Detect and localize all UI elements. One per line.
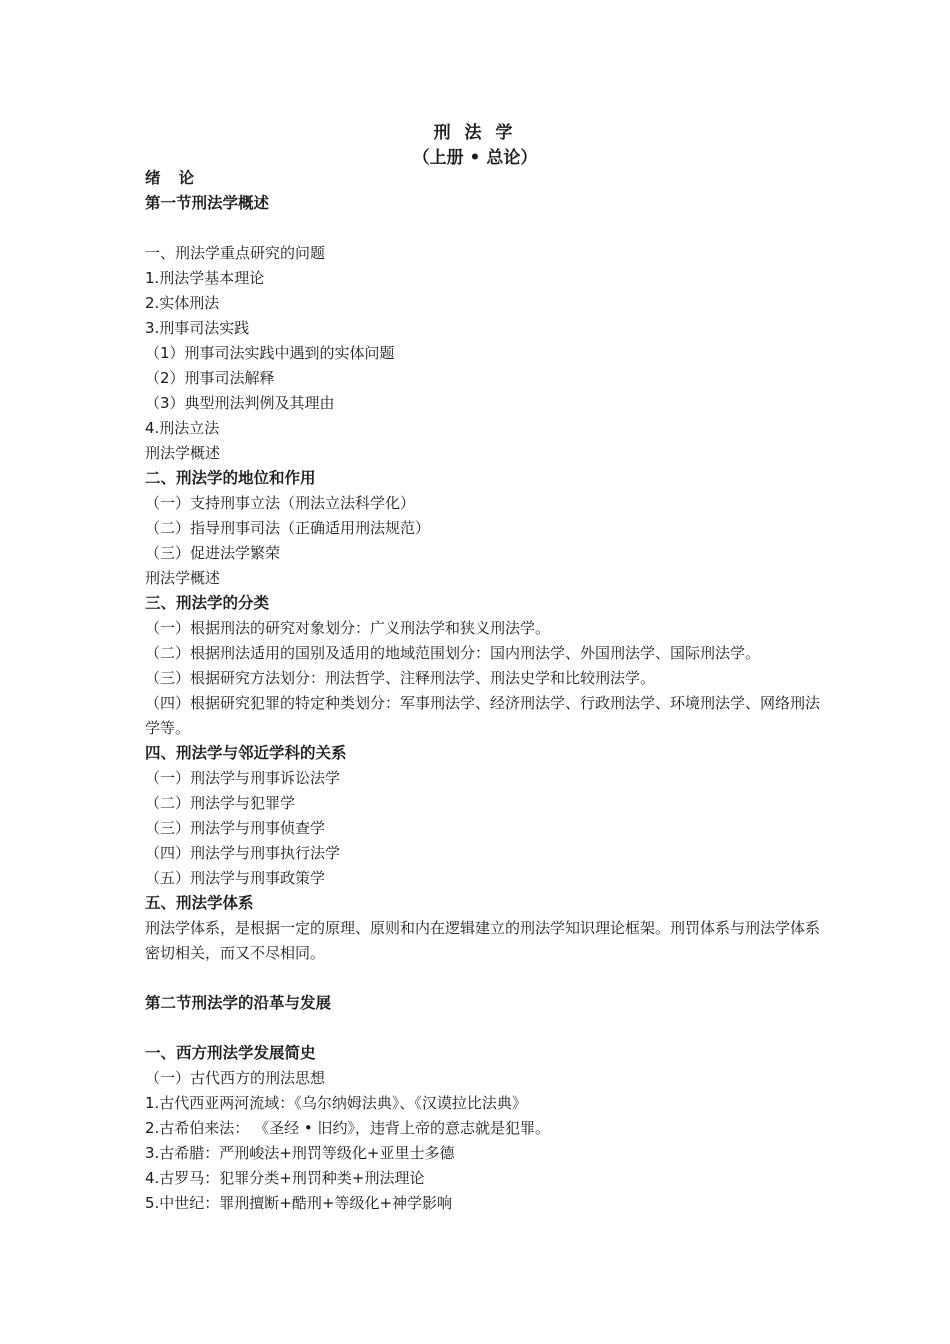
document-body xyxy=(145,166,825,1216)
section-heading: 第一节刑法学概述 xyxy=(145,194,270,212)
blank-line xyxy=(145,216,825,241)
paragraph-line: （二）刑法学与犯罪学 xyxy=(145,794,296,812)
paragraph-line: （二）指导刑事司法（正确适用刑法规范） xyxy=(145,519,431,537)
paragraph-line: 5.中世纪：罪刑擅断+酷刑+等级化+神学影响 xyxy=(145,1194,453,1212)
section-heading: 五、刑法学体系 xyxy=(145,894,254,912)
paragraph-line: （三）根据研究方法划分：刑法哲学、注释刑法学、刑法史学和比较刑法学。 xyxy=(145,669,656,687)
paragraph-line: 4.刑法立法 xyxy=(145,419,220,437)
paragraph-line: 4.古罗马：犯罪分类+刑罚种类+刑法理论 xyxy=(145,1169,425,1187)
section-heading: 绪论 xyxy=(145,169,213,187)
paragraph-line: （一）古代西方的刑法思想 xyxy=(145,1069,326,1087)
section-heading: 四、刑法学与邻近学科的关系 xyxy=(145,744,347,762)
blank-line xyxy=(145,1016,825,1041)
section-heading: 第二节刑法学的沿革与发展 xyxy=(145,994,332,1012)
paragraph-line: （1）刑事司法实践中遇到的实体问题 xyxy=(145,344,395,362)
paragraph-line: （一）支持刑事立法（刑法立法科学化） xyxy=(145,494,416,512)
paragraph-line: （2）刑事司法解释 xyxy=(145,369,275,387)
section-heading: 一、西方刑法学发展简史 xyxy=(145,1044,316,1062)
paragraph-line: 3.古希腊：严刑峻法+刑罚等级化+亚里士多德 xyxy=(145,1144,455,1162)
paragraph-line: （三）刑法学与刑事侦查学 xyxy=(145,819,326,837)
paragraph: 刑法学体系，是根据一定的原理、原则和内在逻辑建立的刑法学知识理论框架。刑罚体系与刑法学体系密切相关，而又不尽相同。 xyxy=(145,919,821,962)
paragraph-line: （五）刑法学与刑事政策学 xyxy=(145,869,326,887)
paragraph-line: （二）根据刑法适用的国别及适用的地域范围划分：国内刑法学、外国刑法学、国际刑法学。 xyxy=(145,644,761,662)
paragraph-line: 2.实体刑法 xyxy=(145,294,220,312)
paragraph-line: （四）刑法学与刑事执行法学 xyxy=(145,844,341,862)
section-heading: 三、刑法学的分类 xyxy=(145,594,270,612)
paragraph-line: （三）促进法学繁荣 xyxy=(145,544,281,562)
paragraph: （四）根据研究犯罪的特定种类划分：军事刑法学、经济刑法学、行政刑法学、环境刑法学、网络刑法学等。 xyxy=(145,694,821,737)
paragraph-line: 2.古希伯来法： 《圣经 • 旧约》，违背上帝的意志就是犯罪。 xyxy=(145,1119,550,1137)
paragraph-line: （一）刑法学与刑事诉讼法学 xyxy=(145,769,341,787)
blank-line xyxy=(145,966,825,991)
paragraph-line: 刑法学概述 xyxy=(145,569,221,587)
paragraph-line: 3.刑事司法实践 xyxy=(145,319,250,337)
paragraph-line: 1.古代西亚两河流域：《乌尔纳姆法典》、《汉谟拉比法典》 xyxy=(145,1094,527,1112)
document-title: 刑 法 学 xyxy=(433,123,517,143)
paragraph-line: 一、刑法学重点研究的问题 xyxy=(145,244,326,262)
paragraph-line: （一）根据刑法的研究对象划分：广义刑法学和狭义刑法学。 xyxy=(145,619,551,637)
paragraph-line: 1.刑法学基本理论 xyxy=(145,269,265,287)
section-heading: 二、刑法学的地位和作用 xyxy=(145,469,316,487)
paragraph-line: （3）典型刑法判例及其理由 xyxy=(145,394,335,412)
document-subtitle: （上册 • 总论） xyxy=(412,148,538,168)
paragraph-line: 刑法学概述 xyxy=(145,444,221,462)
